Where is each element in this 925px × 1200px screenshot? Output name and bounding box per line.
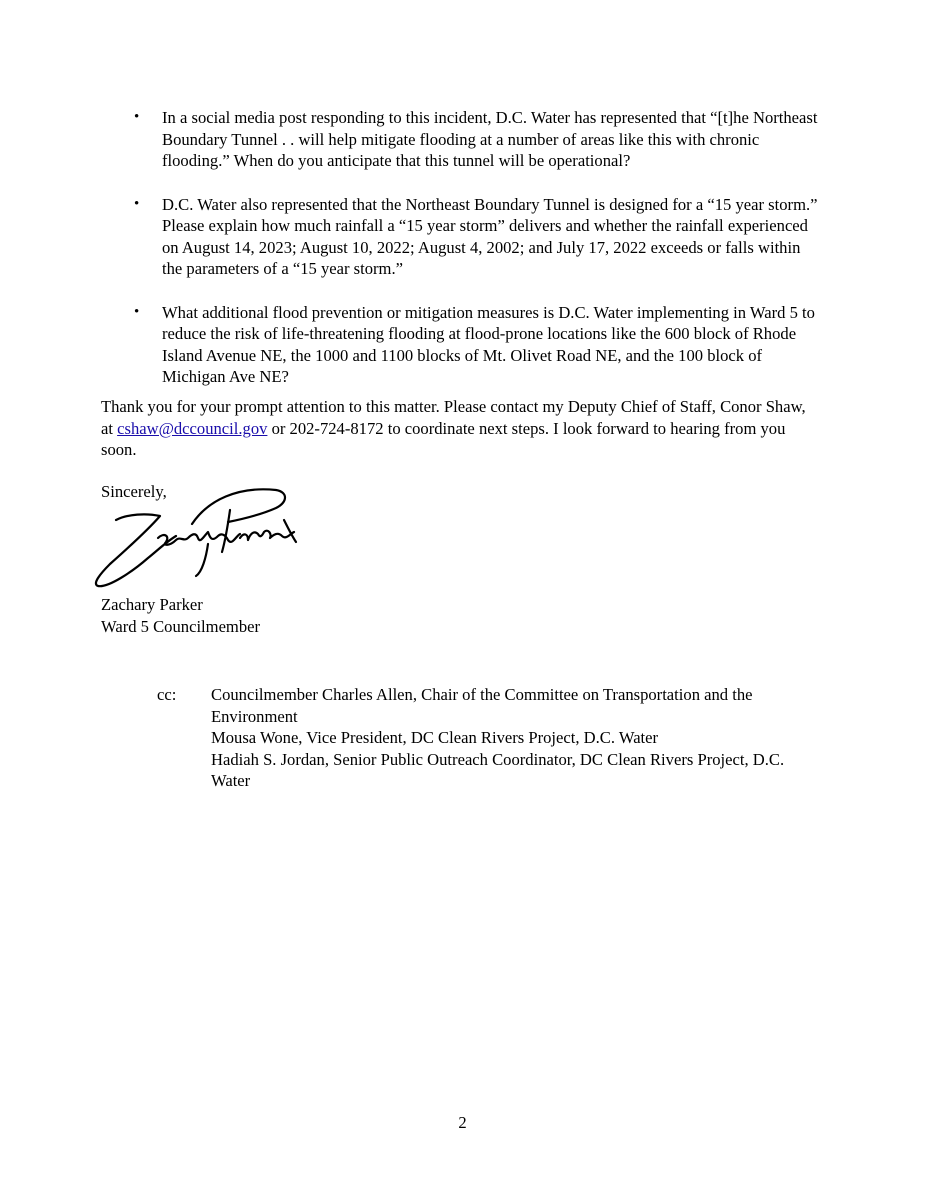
question-list — [130, 107, 820, 410]
bullet-icon: • — [134, 109, 140, 125]
closing-text-start: Thank you for your prompt attention to this matter. Please contact my Deputy Chief of Staff, Conor Shaw, at — [101, 397, 806, 438]
cc-recipient-list — [211, 684, 821, 792]
question-item — [130, 302, 820, 388]
handwritten-signature — [88, 480, 308, 595]
bullet-icon: • — [134, 195, 140, 212]
question-text: What additional flood prevention or mitigation measures is D.C. Water implementing in Ward 5 to reduce the risk of life-threatening flooding at flood-prone locations like the 600 block of Rhode Island Avenue NE, the 1000 and 1100 blocks of Mt. Olivet Road NE, and the 100 block of Michigan Ave NE? — [162, 302, 815, 386]
closing-paragraph — [101, 396, 821, 461]
cc-label: cc: — [157, 685, 177, 704]
sign-off: Sincerely, — [101, 482, 167, 501]
email-link[interactable]: cshaw@dccouncil.gov — [117, 418, 268, 438]
question-item — [130, 107, 820, 172]
cc-recipient: Hadiah S. Jordan, Senior Public Outreach Coordinator, DC Clean Rivers Project, D.C. Water — [211, 749, 785, 790]
question-item — [130, 194, 820, 280]
cc-recipient: Councilmember Charles Allen, Chair of the Committee on Transportation and the Environment — [211, 685, 753, 726]
signer-name: Zachary Parker — [101, 595, 203, 614]
signature-block — [101, 594, 260, 637]
cc-recipient: Mousa Wone, Vice President, DC Clean Rivers Project, D.C. Water — [211, 728, 659, 747]
question-text: D.C. Water also represented that the Northeast Boundary Tunnel is designed for a “15 year storm.” Please explain how much rainfall a “15 year storm” delivers and whether the rainfall experienced on August 14, 2023; August 10, 2022; August 4, 2002; and July 17, 2022 exceeds or falls within the parameters of a “15 year storm.” — [162, 194, 818, 278]
page-number: 2 — [458, 1113, 467, 1132]
question-text: In a social media post responding to this incident, D.C. Water has represented that “[t]he Northeast Boundary Tunnel . . will help mitigate flooding at a number of areas like this with chronic flooding.” When do you anticipate that this tunnel will be operational? — [162, 108, 818, 170]
signer-title: Ward 5 Councilmember — [101, 616, 261, 636]
bullet-icon: • — [134, 303, 140, 320]
closing-text-end: or 202-724-8172 to coordinate next steps. I look forward to hearing from you soon. — [101, 418, 786, 459]
